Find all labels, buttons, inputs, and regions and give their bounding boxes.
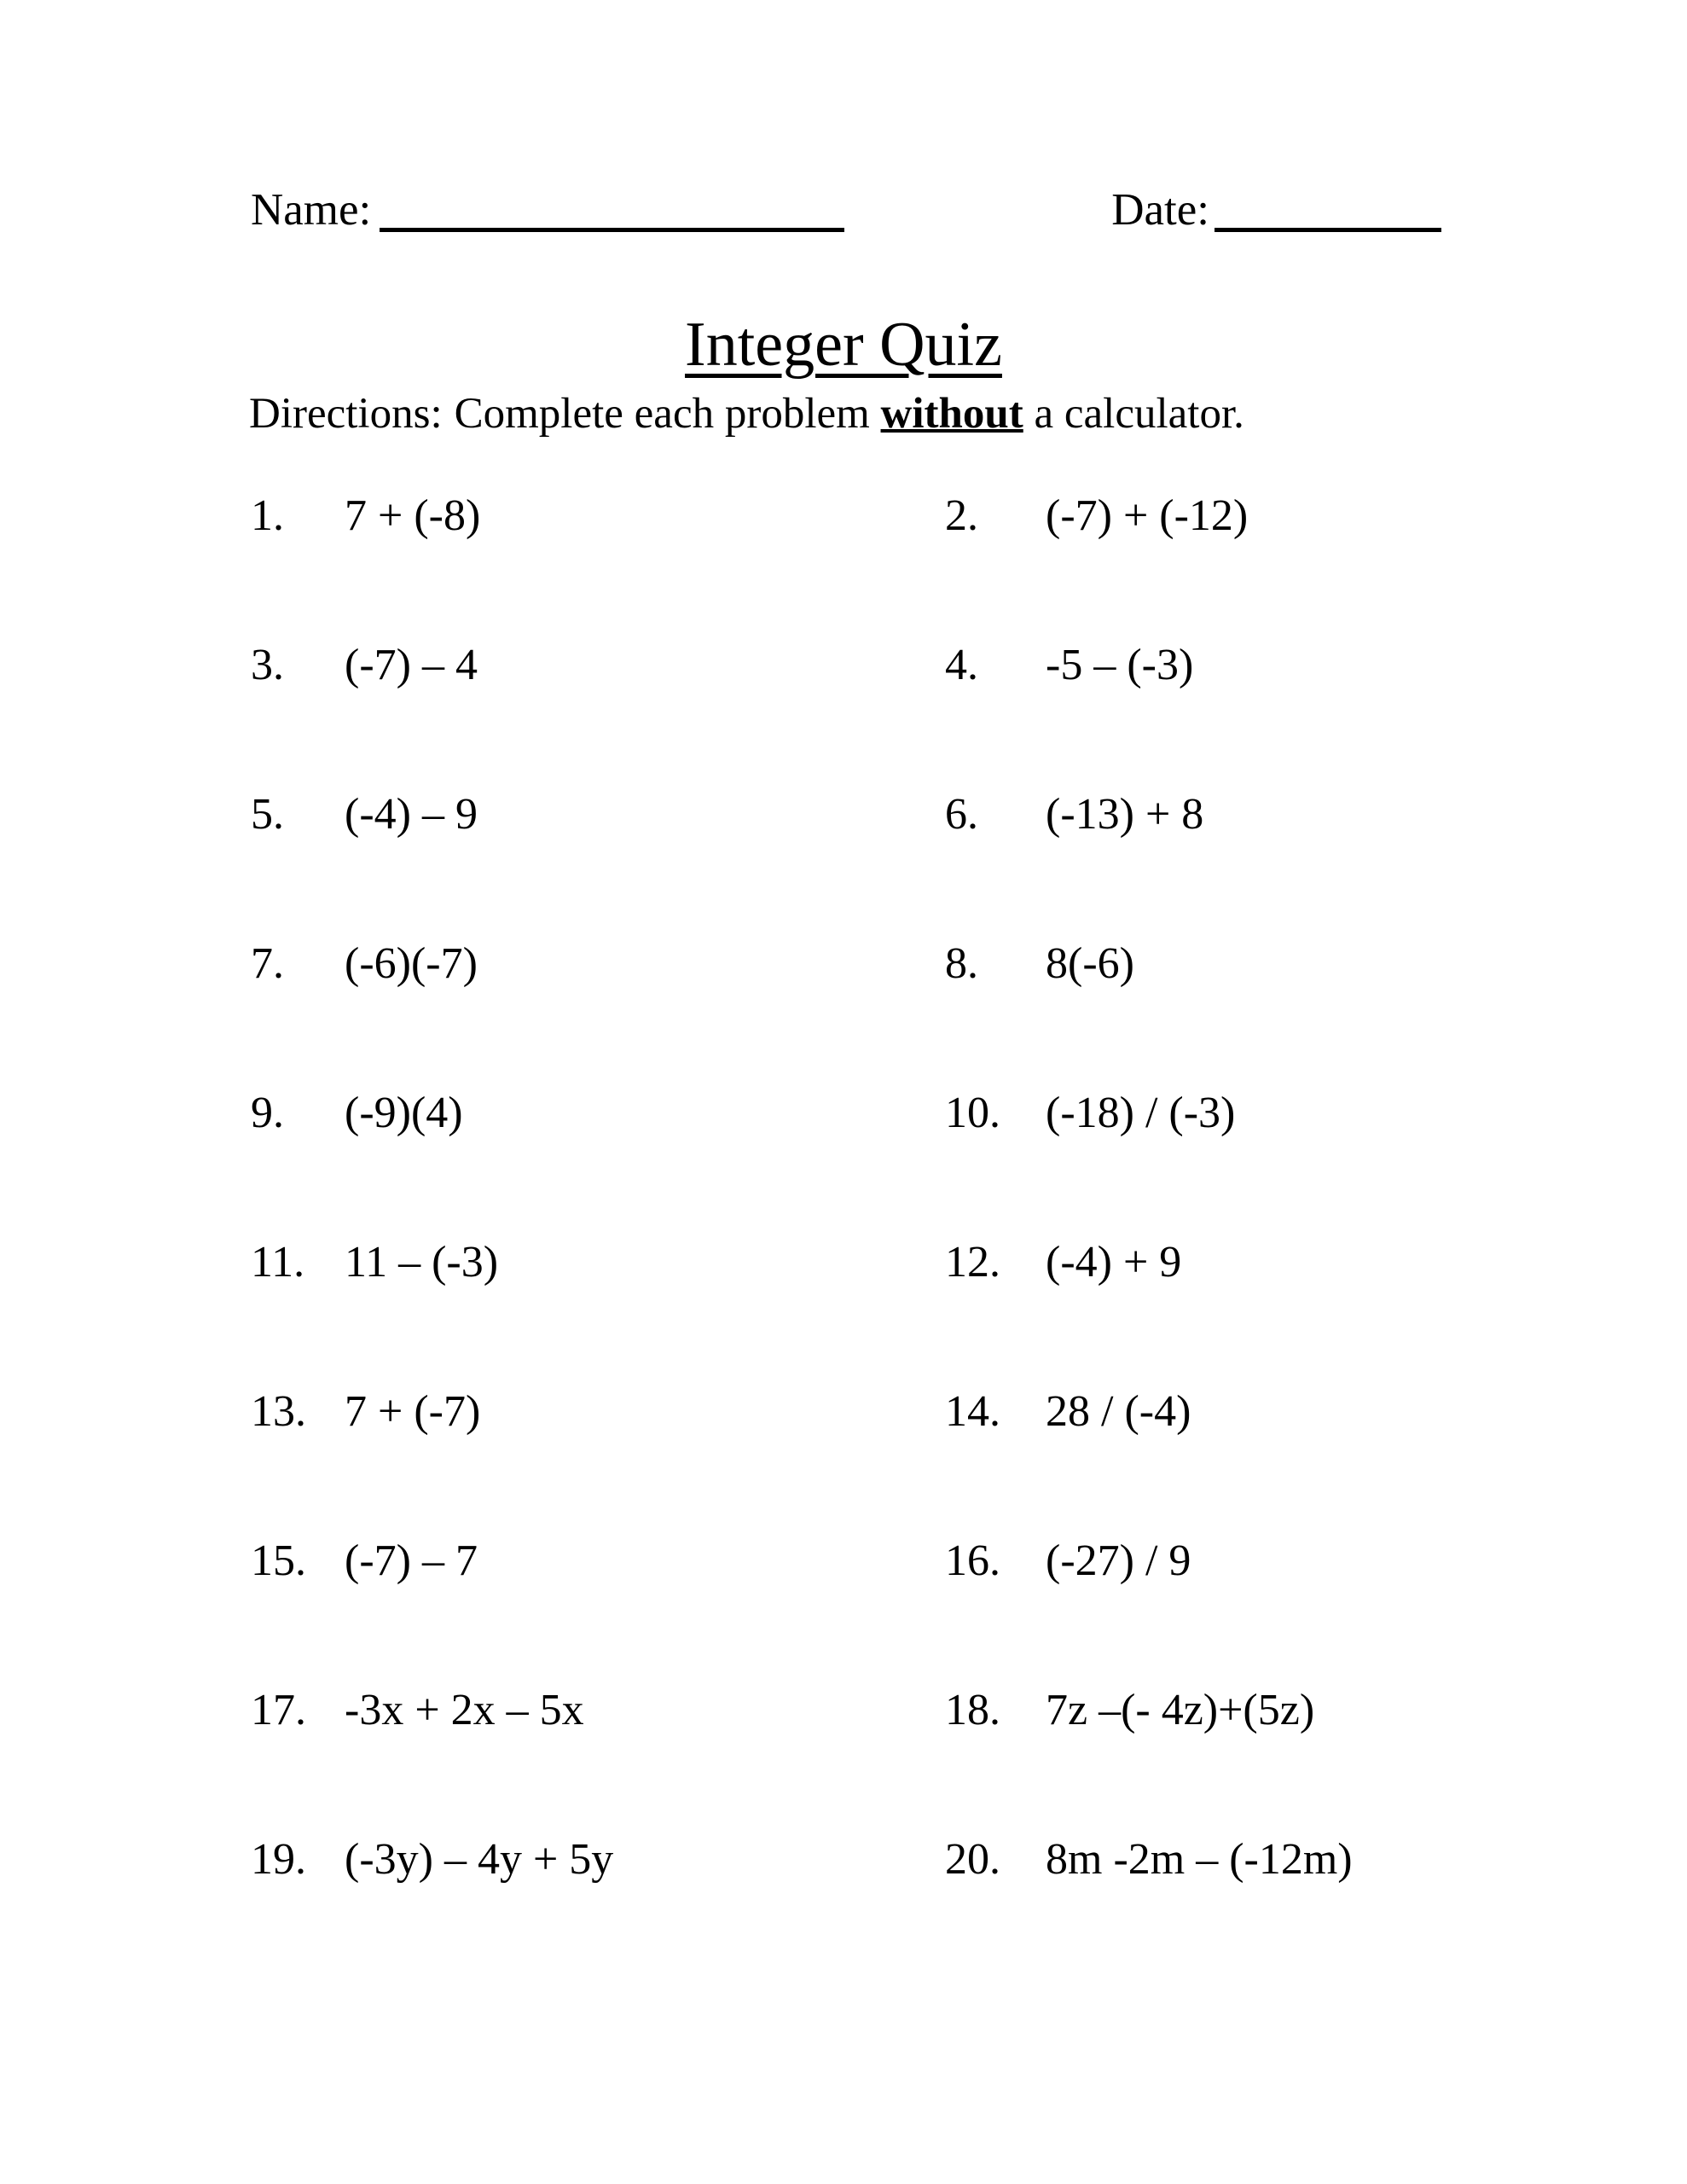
problem-number: 7.	[251, 939, 284, 988]
problem-number: 11.	[251, 1238, 305, 1287]
problem-expression: (-7) – 7	[345, 1536, 478, 1585]
problem-number: 2.	[945, 491, 978, 540]
problem-number: 17.	[251, 1686, 306, 1734]
quiz-title: Integer Quiz	[685, 310, 1002, 380]
problem-number: 10.	[945, 1089, 1000, 1137]
problem-number: 5.	[251, 790, 284, 839]
problem-number: 14.	[945, 1387, 1000, 1436]
date-label: Date:	[1111, 185, 1209, 235]
problem-expression: (-7) + (-12)	[1046, 491, 1249, 540]
problem-number: 16.	[945, 1536, 1000, 1585]
problem-number: 4.	[945, 641, 978, 689]
problem-expression: -5 – (-3)	[1046, 641, 1194, 689]
header-row	[251, 184, 1441, 236]
problem-number: 20.	[945, 1835, 1000, 1884]
name-blank-line	[380, 228, 844, 232]
directions-bold-word: without	[880, 390, 1023, 438]
problem-expression: 8(-6)	[1046, 939, 1134, 988]
problem-expression: 7z –(- 4z)+(5z)	[1046, 1686, 1315, 1734]
problem-number: 8.	[945, 939, 978, 988]
problem-expression: (-13) + 8	[1046, 790, 1204, 839]
problem-number: 19.	[251, 1835, 306, 1884]
name-label: Name:	[251, 185, 372, 235]
problem-number: 9.	[251, 1089, 284, 1137]
date-field-group	[1111, 184, 1441, 236]
problem-expression: -3x + 2x – 5x	[345, 1686, 584, 1734]
problem-expression: 8m -2m – (-12m)	[1046, 1835, 1353, 1884]
date-blank-line	[1215, 228, 1441, 232]
problem-expression: (-4) + 9	[1046, 1238, 1182, 1287]
problem-expression: 11 – (-3)	[345, 1238, 499, 1287]
problem-expression: 28 / (-4)	[1046, 1387, 1191, 1436]
problem-number: 6.	[945, 790, 978, 839]
directions-line	[249, 389, 1244, 439]
directions-text-after: a calculator.	[1034, 390, 1244, 438]
problem-expression: (-27) / 9	[1046, 1536, 1191, 1585]
problem-expression: (-6)(-7)	[345, 939, 478, 988]
problem-expression: 7 + (-8)	[345, 491, 481, 540]
problems-grid	[251, 491, 1687, 1984]
directions-text-before: Complete each problem	[454, 390, 870, 438]
problem-expression: (-18) / (-3)	[1046, 1089, 1236, 1137]
problem-expression: 7 + (-7)	[345, 1387, 481, 1436]
problem-number: 12.	[945, 1238, 1000, 1287]
problem-number: 3.	[251, 641, 284, 689]
problem-expression: (-3y) – 4y + 5y	[345, 1835, 614, 1884]
directions-label: Directions:	[249, 390, 443, 438]
problem-number: 18.	[945, 1686, 1000, 1734]
problem-number: 1.	[251, 491, 284, 540]
problem-expression: (-7) – 4	[345, 641, 478, 689]
problem-expression: (-9)(4)	[345, 1089, 463, 1137]
problem-expression: (-4) – 9	[345, 790, 478, 839]
problem-number: 15.	[251, 1536, 306, 1585]
problem-number: 13.	[251, 1387, 306, 1436]
name-field-group	[251, 184, 844, 236]
